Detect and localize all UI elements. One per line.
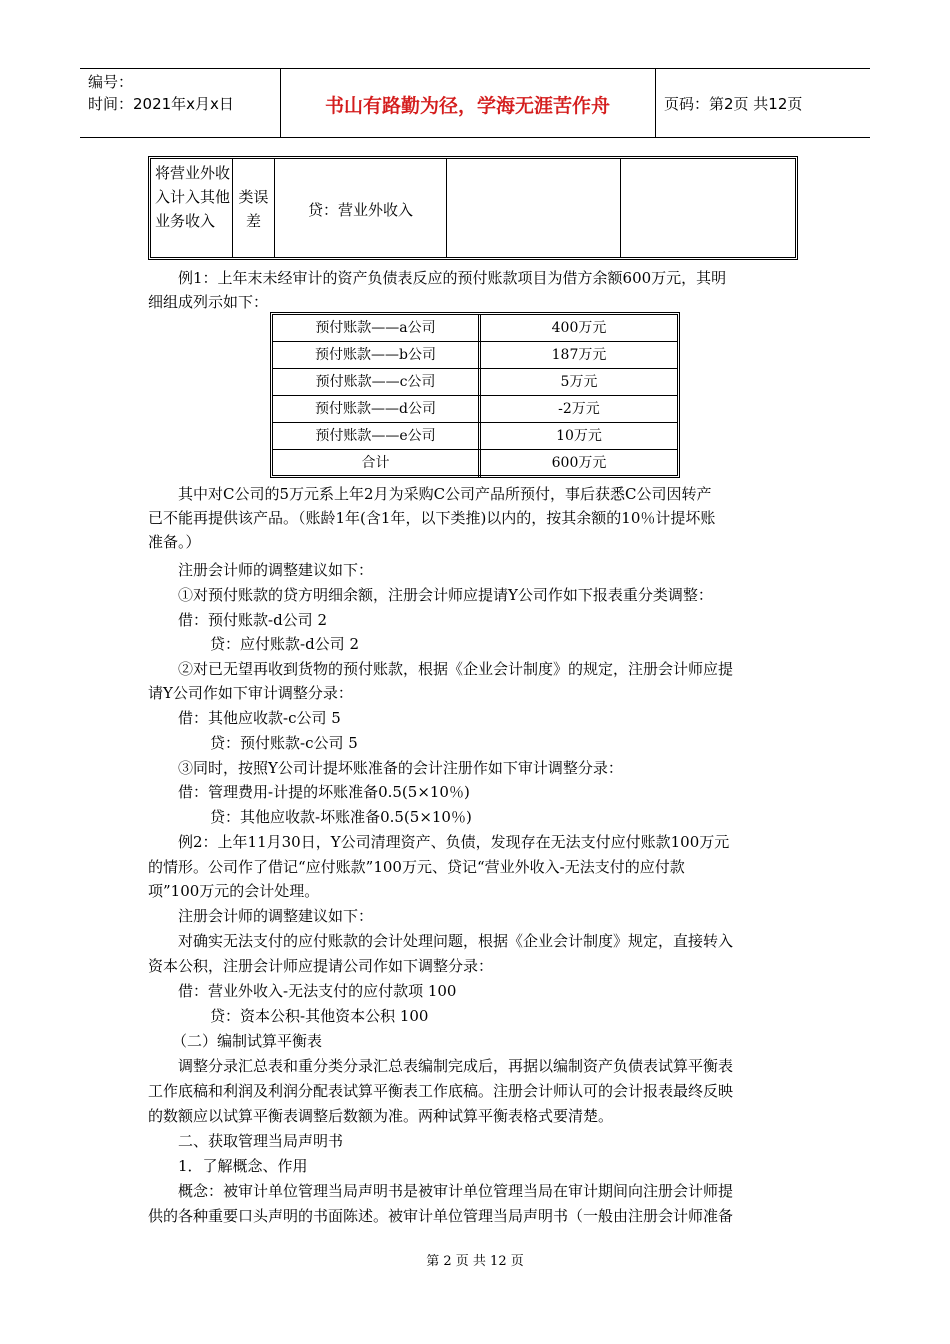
table-cell: 贷：营业外收入 <box>275 159 447 257</box>
journal-entry-line: 借：其他应收款-c公司 5 <box>178 709 341 727</box>
paragraph-line: 工作底稿和利润及利润分配表试算平衡表工作底稿。注册会计师认可的会计报表最终反映 <box>148 1082 734 1100</box>
table-row <box>273 369 677 396</box>
paragraph-line: 概念：被审计单位管理当局声明书是被审计单位管理当局在审计期间向注册会计师提 <box>178 1182 734 1200</box>
paragraph-line: 细组成列示如下： <box>148 293 269 311</box>
paragraph-line: 准备。） <box>148 533 201 551</box>
page-header <box>80 68 870 138</box>
header-page-info: 页码：第2页 共12页 <box>664 95 803 113</box>
journal-entry-line: 借：营业外收入-无法支付的应付款项 100 <box>178 982 457 1000</box>
journal-entry-line: 借：预付账款-d公司 2 <box>178 611 327 629</box>
journal-entry-line: 贷：应付账款-d公司 2 <box>210 635 359 653</box>
paragraph-line: 的情形。公司作了借记“应付账款”100万元、贷记“营业外收入-无法支付的应付款 <box>148 858 685 876</box>
paragraph-line: 其中对C公司的5万元系上年2月为采购C公司产品所预付，事后获悉C公司因转产 <box>178 485 712 503</box>
paragraph-line: 注册会计师的调整建议如下： <box>178 907 374 925</box>
table-cell: 预付账款——c公司 <box>273 369 481 396</box>
header-meta <box>88 71 278 115</box>
table-cell: 将营业外收入计入其他业务收入 <box>151 159 233 257</box>
journal-entry-line: 借：管理费用-计提的坏账准备0.5(5×10％) <box>178 783 470 801</box>
page-footer: 第 2 页 共 12 页 <box>426 1254 524 1269</box>
table-cell: -2万元 <box>558 401 600 417</box>
journal-entry-line: 贷：预付账款-c公司 5 <box>210 734 358 752</box>
table-row <box>273 396 677 423</box>
paragraph-line: 请Y公司作如下审计调整分录： <box>148 684 353 702</box>
table-row-total <box>273 450 677 477</box>
journal-entry-line: 贷：资本公积-其他资本公积 100 <box>210 1007 429 1025</box>
prepayment-detail-table <box>270 312 680 478</box>
document-time-label: 时间：2021年x月x日 <box>88 95 234 113</box>
table-cell: 预付账款——a公司 <box>273 315 481 342</box>
paragraph-line: 注册会计师的调整建议如下： <box>178 561 374 579</box>
paragraph-line: 项”100万元的会计处理。 <box>148 882 320 900</box>
error-classification-table <box>148 156 798 260</box>
table-cell: 预付账款——d公司 <box>273 396 481 423</box>
paragraph-line: ③同时，按照Y公司计提坏账准备的会计注册作如下审计调整分录： <box>178 759 623 777</box>
table-cell: 400万元 <box>551 320 607 336</box>
paragraph-line: 供的各种重要口头声明的书面陈述。被审计单位管理当局声明书（一般由注册会计师准备 <box>148 1207 734 1225</box>
paragraph-line: 的数额应以试算平衡表调整后数额为准。两种试算平衡表格式要清楚。 <box>148 1107 614 1125</box>
journal-entry-line: 贷：其他应收款-坏账准备0.5(5×10％) <box>210 808 472 826</box>
subsection-heading: 1．了解概念、作用 <box>178 1157 308 1175</box>
paragraph-line: 已不能再提供该产品。（账龄1年(含1年，以下类推)以内的，按其余额的10％计提坏账 <box>148 509 716 527</box>
header-motto: 书山有路勤为径，学海无涯苦作舟 <box>324 95 610 117</box>
table-cell: 187万元 <box>551 347 607 363</box>
header-divider <box>655 69 656 137</box>
table-cell: 600万元 <box>551 455 607 471</box>
table-cell: 合计 <box>273 450 481 477</box>
paragraph-line: 对确实无法支付的应付账款的会计处理问题，根据《企业会计制度》规定，直接转入 <box>178 932 734 950</box>
section-heading: （二）编制试算平衡表 <box>172 1032 323 1050</box>
document-number-label: 编号： <box>88 73 134 91</box>
paragraph-line: 例2：上年11月30日，Y公司清理资产、负债，发现存在无法支付应付账款100万元 <box>178 833 730 851</box>
section-heading: 二、获取管理当局声明书 <box>178 1132 344 1150</box>
table-cell: 预付账款——b公司 <box>273 342 481 369</box>
table-row <box>273 315 677 342</box>
paragraph-line: ②对已无望再收到货物的预付账款，根据《企业会计制度》的规定，注册会计师应提 <box>178 660 734 678</box>
paragraph-line: 例1：上年末未经审计的资产负债表反应的预付账款项目为借方余额600万元，其明 <box>178 269 727 287</box>
table-cell: 类误差 <box>233 159 275 257</box>
table-cell: 预付账款——e公司 <box>273 423 481 450</box>
table-row <box>273 342 677 369</box>
table-cell: 5万元 <box>560 374 598 390</box>
paragraph-line: ①对预付账款的贷方明细余额，注册会计师应提请Y公司作如下报表重分类调整： <box>178 586 713 604</box>
paragraph-line: 调整分录汇总表和重分类分录汇总表编制完成后，再据以编制资产负债表试算平衡表 <box>178 1057 734 1075</box>
table-cell <box>621 159 795 257</box>
paragraph-line: 资本公积，注册会计师应提请公司作如下调整分录： <box>148 957 494 975</box>
table-row <box>273 423 677 450</box>
table-cell: 10万元 <box>556 428 602 444</box>
table-cell <box>447 159 621 257</box>
